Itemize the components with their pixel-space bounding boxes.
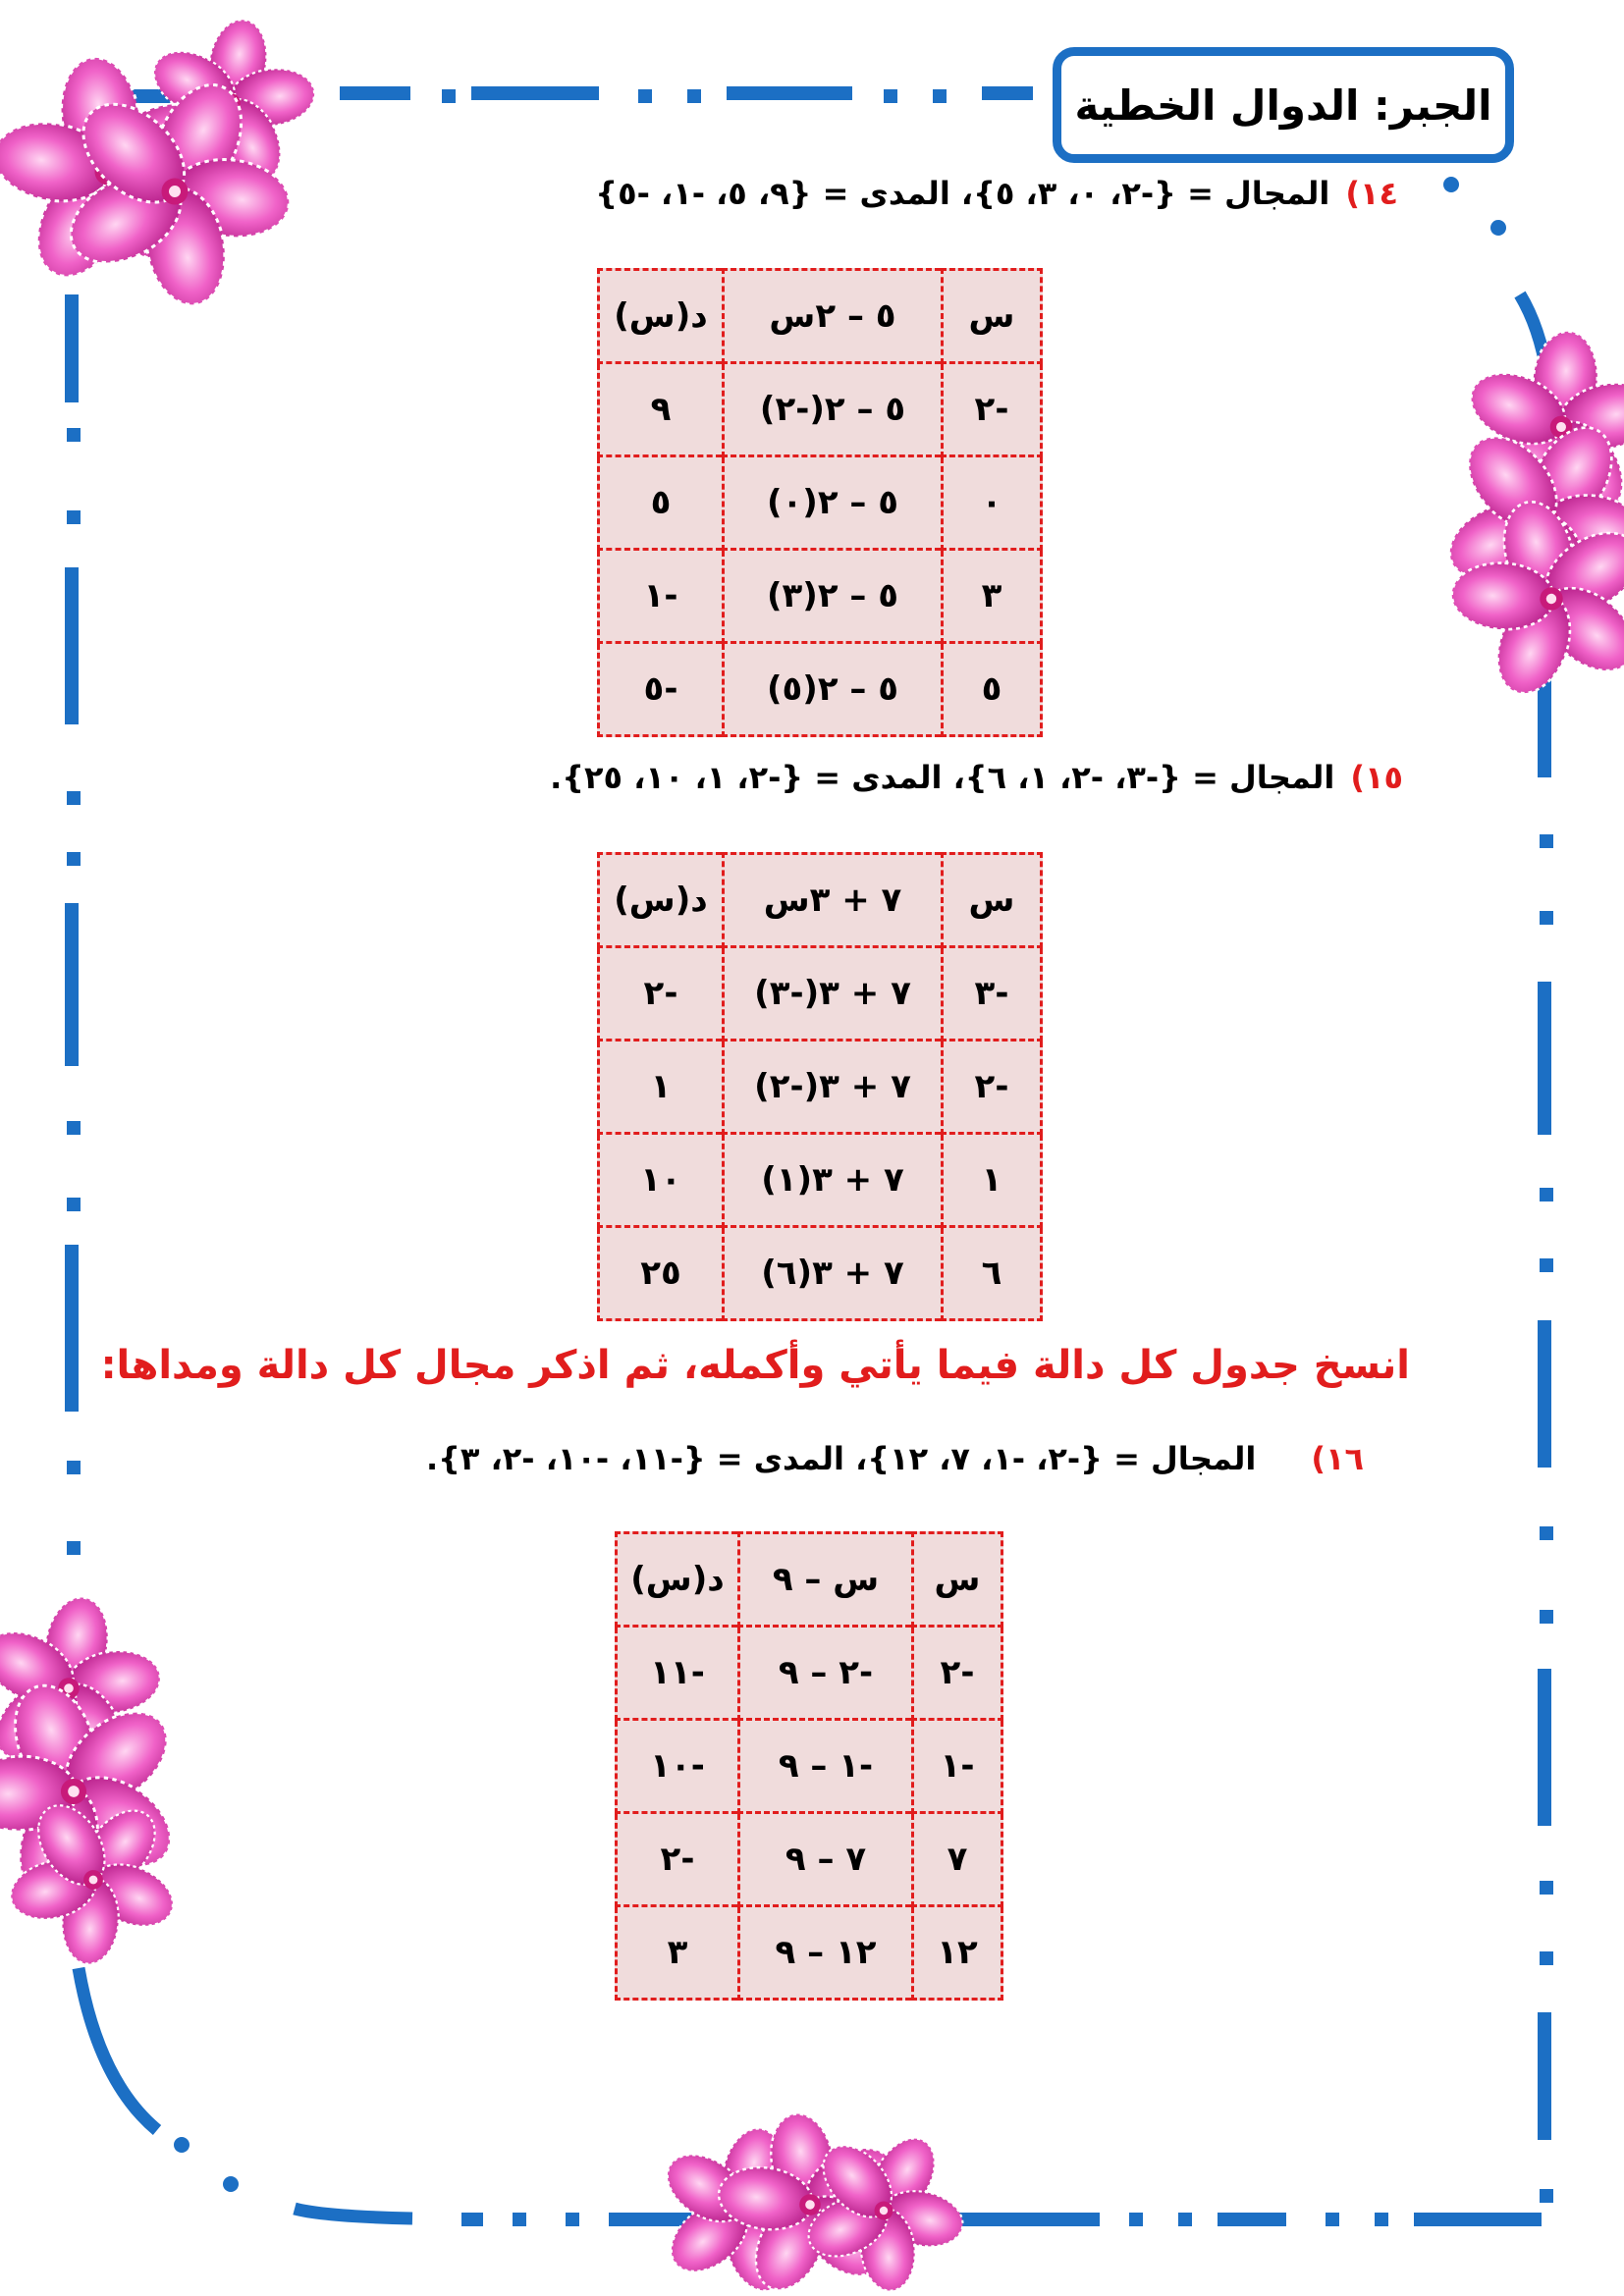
table-row [599,550,1042,643]
table-cell: ٧ [913,1813,1002,1906]
table-cell: ١٠ [599,1134,724,1227]
table-header-cell: س [943,854,1042,947]
table-cell: ١٢ [913,1906,1002,2000]
table-cell: ٣ [943,550,1042,643]
table-header-row [599,270,1042,363]
table-cell: ٧ + ٣(٦) [724,1227,943,1320]
table-row [617,1720,1002,1813]
table-header-row [617,1533,1002,1627]
table-header-row [599,854,1042,947]
table-row [599,947,1042,1041]
table-cell: ٣ [617,1906,739,2000]
table-row [617,1627,1002,1720]
table-header-cell: ٧ + ٣س [724,854,943,947]
table-header-cell: د(س) [617,1533,739,1627]
page-title: الجبر: الدوال الخطية [1074,80,1492,130]
flower-cluster-right [1400,323,1624,722]
table-cell: ١٢ – ٩ [739,1906,913,2000]
table-cell: ١ [599,1041,724,1134]
table-cell: -١ [913,1720,1002,1813]
table-cell: -٥ [599,643,724,736]
problem-number: ١٥) [1350,759,1403,796]
table-header-cell: د(س) [599,270,724,363]
table-cell: -٢ [617,1813,739,1906]
table-cell: ٥ – ٢(٣) [724,550,943,643]
flower-cluster-top-left [0,5,333,347]
table-cell: -١ – ٩ [739,1720,913,1813]
table-cell: ٥ – ٢(٥) [724,643,943,736]
table-header-cell: س – ٩ [739,1533,913,1627]
table-row [599,363,1042,456]
table-cell: ٧ – ٩ [739,1813,913,1906]
table-cell: ١ [943,1134,1042,1227]
problem-14 [595,175,1398,212]
table-cell: -٢ [943,1041,1042,1134]
problem-number: ١٤) [1345,175,1398,212]
problem-15 [550,759,1403,796]
table-row [599,1227,1042,1320]
table-header-cell: س [943,270,1042,363]
table-header-cell: س [913,1533,1002,1627]
table-row [599,456,1042,550]
table-cell: -٢ [599,947,724,1041]
table-cell: ٠ [943,456,1042,550]
table-cell: ٢٥ [599,1227,724,1320]
table-header-cell: ٥ – ٢س [724,270,943,363]
table-row [617,1813,1002,1906]
problem-16 [426,1440,1364,1477]
table-cell: -١١ [617,1627,739,1720]
table-cell: -١ [599,550,724,643]
function-table-14 [597,268,1043,737]
table-cell: ٥ – ٢(٠) [724,456,943,550]
table-cell: ٦ [943,1227,1042,1320]
problem-statement: المجال = {-٢، ٠، ٣، ٥}، المدى = {٩، ٥، -١، -٥} [595,175,1330,212]
instruction-heading: انسخ جدول كل دالة فيما يأتي وأكمله، ثم اذكر مجال كل دالة ومداها: [100,1343,1410,1388]
table-cell: -٢ [943,363,1042,456]
table-row [617,1906,1002,2000]
table-cell: -٢ [913,1627,1002,1720]
problem-statement: المجال = {-٢، -١، ٧، ١٢}، المدى = {-١١، -١٠، -٢، ٣}. [425,1440,1257,1477]
table-header-cell: د(س) [599,854,724,947]
table-cell: ٧ + ٣(-٢) [724,1041,943,1134]
flower-cluster-left [0,1581,222,2002]
problem-number: ١٦) [1311,1440,1364,1477]
flower-cluster-bottom [633,2098,997,2296]
title-box [1053,47,1514,163]
problem-statement: المجال = {-٣، -٢، ١، ٦}، المدى = {-٢، ١، ١٠، ٢٥}. [550,759,1335,796]
table-cell: ٧ + ٣(١) [724,1134,943,1227]
table-cell: -٣ [943,947,1042,1041]
table-row [599,1041,1042,1134]
function-table-16 [615,1531,1003,2001]
table-cell: ٩ [599,363,724,456]
table-cell: -٢ – ٩ [739,1627,913,1720]
table-cell: ٥ [943,643,1042,736]
table-cell: ٧ + ٣(-٣) [724,947,943,1041]
table-row [599,1134,1042,1227]
table-cell: ٥ [599,456,724,550]
table-row [599,643,1042,736]
function-table-15 [597,852,1043,1321]
table-cell: -١٠ [617,1720,739,1813]
table-cell: ٥ – ٢(-٢) [724,363,943,456]
